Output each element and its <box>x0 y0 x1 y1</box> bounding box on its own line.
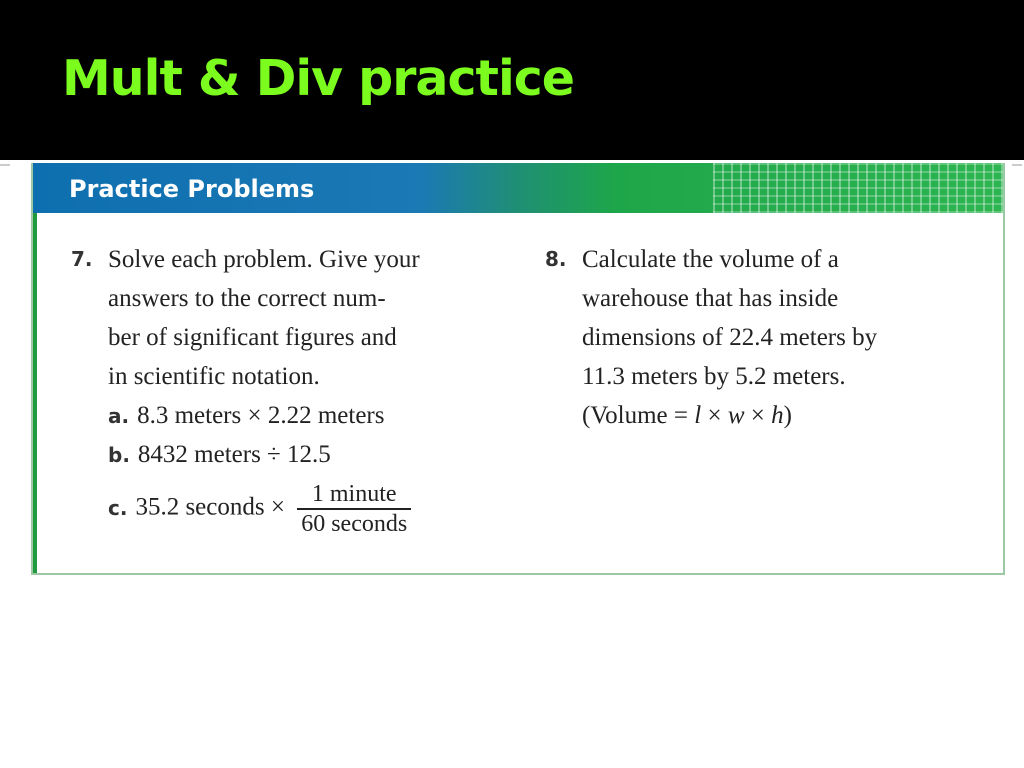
conversion-fraction <box>297 480 411 538</box>
part-a <box>108 396 384 436</box>
formula-length: l <box>694 402 702 429</box>
fraction-denominator: 60 seconds <box>301 511 408 537</box>
problem-text-line: 11.3 meters by 5.2 meters. <box>582 363 846 390</box>
part-letter: a. <box>108 404 130 428</box>
problem-number: 7. <box>71 247 93 271</box>
problem-text-line: in scientific notation. <box>108 363 320 390</box>
part-c <box>108 480 411 538</box>
formula-open: (Volume = <box>582 402 695 429</box>
problem-text-line: Calculate the volume of a <box>582 246 839 273</box>
formula-times: × <box>701 402 728 429</box>
part-text: 35.2 seconds × <box>135 493 285 521</box>
title-bar <box>0 0 1024 160</box>
panel-header <box>33 163 1003 213</box>
slide-title: Mult & Div practice <box>62 50 575 107</box>
formula-close: ) <box>783 402 792 429</box>
part-text: 8.3 meters × 2.22 meters <box>137 402 385 429</box>
problem-text-line: answers to the correct num- <box>108 285 386 312</box>
header-grid-pattern <box>713 163 1003 213</box>
part-text: 8432 meters ÷ 12.5 <box>137 441 331 468</box>
problem-text <box>582 240 877 435</box>
problem-text-line: Solve each problem. Give your <box>108 246 420 273</box>
fraction-numerator: 1 minute <box>297 480 411 510</box>
practice-problems-panel <box>31 163 1005 575</box>
right-divider-tick <box>1012 164 1022 166</box>
part-letter: c. <box>108 495 128 520</box>
formula-height: h <box>771 402 784 429</box>
problem-text-line: warehouse that has inside <box>582 285 839 312</box>
formula-times: × <box>744 402 772 429</box>
problem-text-line: ber of significant figures and <box>108 324 397 351</box>
formula-width: w <box>727 402 745 429</box>
volume-formula <box>582 396 877 435</box>
panel-left-accent <box>33 213 37 573</box>
left-divider-tick <box>0 164 10 166</box>
panel-heading: Practice Problems <box>69 175 315 203</box>
part-letter: b. <box>108 443 130 467</box>
problem-text-line: dimensions of 22.4 meters by <box>582 324 878 351</box>
problem-text <box>108 240 420 396</box>
part-b <box>108 435 331 475</box>
problem-number: 8. <box>545 247 567 271</box>
